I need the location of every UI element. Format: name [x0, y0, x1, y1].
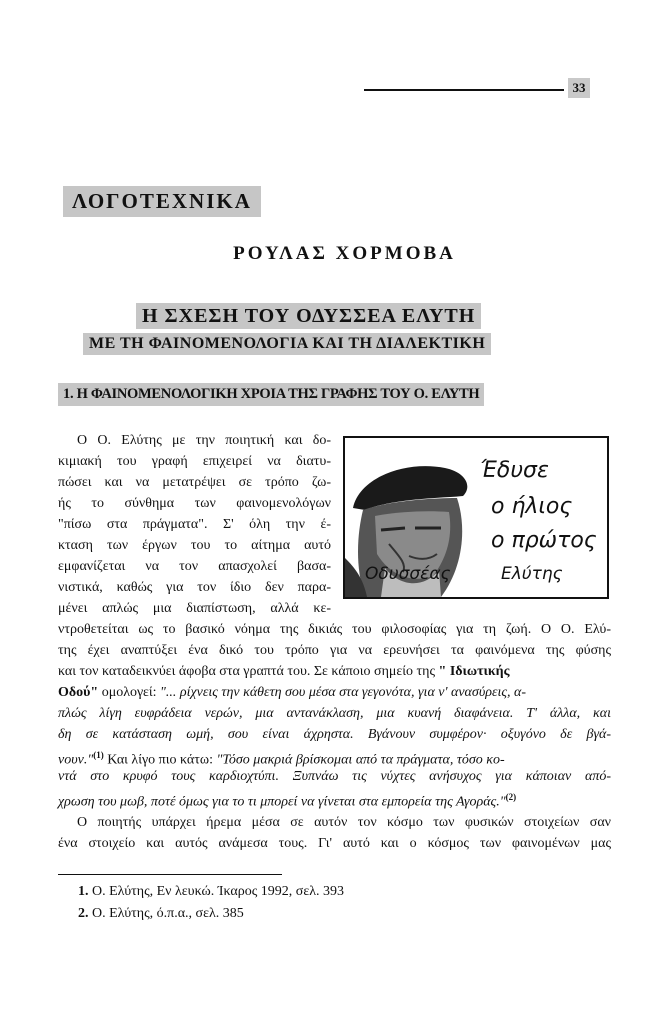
footnote-1	[78, 881, 344, 902]
footnote-text: Ο. Ελύτης, ό.π.α., σελ. 385	[88, 906, 244, 921]
body-line: εμφανίζεται να τον απασχολεί βασα-	[58, 559, 331, 574]
figure-handwriting-3: ο πρώτος	[491, 528, 597, 553]
header-rule	[364, 89, 564, 91]
body-text-span: ομολογεί:	[98, 685, 160, 700]
figure-signature-1: Οδυσσέας	[365, 564, 451, 584]
footnote-2	[78, 903, 244, 924]
footnote-ref-1: (1)	[93, 750, 104, 760]
footnote-number: 2.	[78, 906, 89, 921]
page-number: 33	[568, 78, 590, 98]
quote-span: χρωση του μωβ, ποτέ όμως για το τι μπορεί να γίνεται στα εμπορεία της Αγοράς."	[58, 794, 506, 810]
article-title-line1: Η ΣΧΕΣΗ ΤΟΥ ΟΔΥΣΣΕΑ ΕΛΥΤΗ	[136, 303, 481, 329]
body-line	[58, 682, 526, 703]
body-line: ένα στοιχείο και αυτός ανάμεσα τους. Γι' αυτό και ο κόσμος των φαινομένων μας	[58, 836, 611, 851]
quote-span: νουν."	[58, 752, 94, 768]
body-line: πώσει και να μετατρέψει σε τρόπο ζω-	[58, 475, 331, 490]
section-heading-1: 1. Η ΦΑΙΝΟΜΕΝΟΛΟΓΙΚΗ ΧΡΟΙΑ ΤΗΣ ΓΡΑΦΗΣ ΤΟΥ Ο. ΕΛΥΤΗ	[58, 383, 484, 406]
body-text-span: Και λίγο πιο κάτω:	[103, 752, 217, 768]
quote-line: ντά στο κρυφό τους καρδιοχτύπι. Ξυπνάω τις νύχτες ανήσυχος για κάποιαν από-	[58, 769, 611, 784]
section-tag: ΛΟΓΟΤΕΧΝΙΚΑ	[63, 186, 261, 217]
figure-signature-2: Ελύτης	[501, 564, 563, 584]
body-line: ής το σύνθημα των φαινομενολόγων	[58, 496, 331, 511]
body-line: κταση των έργων του το αίτημα αυτό	[58, 538, 331, 553]
body-line: Ο ποιητής υπάρχει ήρεμα μέσα σε αυτόν τον κόσμο των φυσικών στοιχείων σαν	[77, 815, 611, 830]
body-line: της έχει αναπτύξει ένα δικό του τρόπο για να ερευνήσει τα φαινόμενα της φύσης	[58, 643, 611, 658]
article-title-line2: ΜΕ ΤΗ ΦΑΙΝΟΜΕΝΟΛΟΓΙΑ ΚΑΙ ΤΗ ΔΙΑΛΕΚΤΙΚΗ	[83, 333, 491, 355]
footnote-rule	[58, 874, 282, 875]
footnote-number: 1.	[78, 884, 89, 899]
body-line: κιμιακή του γραφή επιχειρεί να διατυ-	[58, 454, 331, 469]
quote-line: πλώς λίγη ευφράδεια νερών, μια αντανάκλαση, μια κυανή διαφάνεια. Τ' άλλα, και	[58, 706, 611, 721]
figure-handwriting-1: Έδυσε	[480, 458, 549, 483]
body-text-span: και τον καταδεικνύει άφοβα στα γραπτά του. Σε κάποιο σημείο της	[58, 664, 436, 679]
figure-handwriting-2: ο ήλιος	[491, 494, 573, 519]
quote-span: "... ρίχνεις την κάθετη σου μέσα στα γεγονότα, για ν' ανασύρεις, α-	[159, 685, 527, 700]
bold-title-span: " Ιδιωτικής	[438, 664, 510, 679]
body-line: μένει απλώς μια διαπίστωση, αλλά κε-	[58, 601, 331, 616]
bold-title-span: Οδού"	[58, 685, 99, 700]
body-line: "πίσω στα πράγματα". Σ' όλη την έ-	[58, 517, 331, 532]
portrait-figure	[343, 436, 609, 599]
body-line	[58, 661, 510, 682]
body-line	[58, 787, 516, 813]
author-name: ΡΟΥΛΑΣ ΧΟΡΜΟΒΑ	[233, 243, 456, 264]
quote-line: δη σε κατάσταση ωμή, σου είναι άχρηστα. Βγάνουν συμφέρον· οξυγόνο δε βγά-	[58, 727, 611, 742]
body-line: νιστικά, καθώς για τον ίδιο δεν παρα-	[58, 580, 331, 595]
footnote-text: Ο. Ελύτης, Εν λευκώ. Ίκαρος 1992, σελ. 393	[88, 884, 345, 899]
footnote-ref-2: (2)	[505, 792, 517, 802]
body-line: ντροθετείται ως το βασικό νόημα της δικιάς του φιλοσοφίας για τη ζωή. Ο Ο. Ελύ-	[58, 622, 611, 637]
quote-span: "Τόσο μακριά βρίσκομαι από τα πράγματα, τόσο κο-	[216, 752, 505, 768]
body-line: Ο Ο. Ελύτης με την ποιητική και δο-	[77, 433, 331, 448]
